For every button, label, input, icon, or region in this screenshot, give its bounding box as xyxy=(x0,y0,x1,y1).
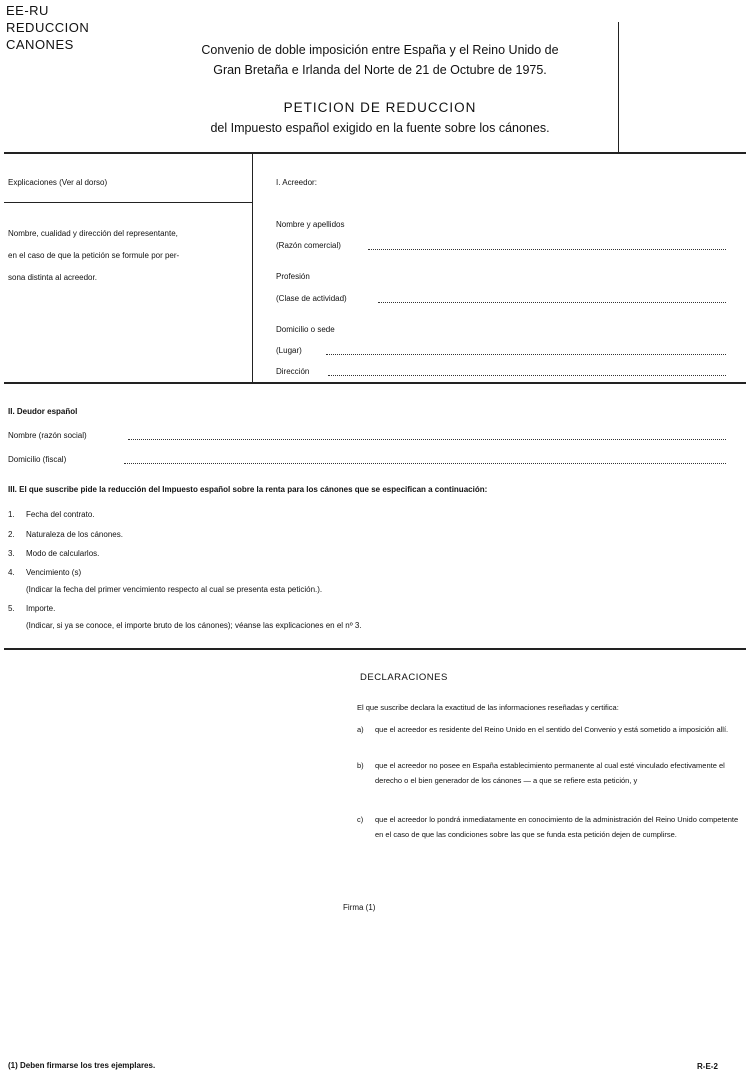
section3-item-5-note xyxy=(8,621,362,630)
debtor-name-field[interactable] xyxy=(128,429,726,440)
declarations-intro: El que suscribe declara la exactitud de las informaciones reseñadas y certifica: xyxy=(357,703,619,712)
section3-item-4 xyxy=(8,568,81,577)
code-line-1: EE-RU xyxy=(6,3,49,18)
debtor-name-label: Nombre (razón social) xyxy=(8,431,87,440)
declaration-mark: c) xyxy=(357,815,364,824)
petition-subtitle: del Impuesto español exigido en la fuente sobre los cánones. xyxy=(210,121,550,135)
declaration-text: que el acreedor es residente del Reino Unido en el sentido del Convenio y está sometido a imposición allí. xyxy=(375,725,729,734)
declaration-mark: b) xyxy=(357,761,364,770)
creditor-address-field[interactable] xyxy=(328,365,726,376)
declaration-a xyxy=(357,722,742,737)
declaration-b xyxy=(357,758,742,788)
top-rule xyxy=(4,152,746,154)
section3-item-2 xyxy=(8,530,123,539)
footer-form-code: R-E-2 xyxy=(697,1062,718,1071)
petition-title-block xyxy=(150,98,610,138)
item-text: (Indicar, si ya se conoce, el importe bruto de los cánones); véanse las explicaciones en el nº 3. xyxy=(26,621,362,630)
item-number: 1. xyxy=(8,510,15,519)
signature-label: Firma (1) xyxy=(343,903,376,912)
declarations-title: DECLARACIONES xyxy=(360,672,448,683)
debtor-heading: II. Deudor español xyxy=(8,407,78,416)
form-code-block xyxy=(6,2,89,53)
declaration-c xyxy=(357,812,742,842)
item-number: 2. xyxy=(8,530,15,539)
section3-item-3 xyxy=(8,549,99,558)
item-number: 4. xyxy=(8,568,15,577)
rep-note-line-1: Nombre, cualidad y dirección del representante, xyxy=(8,229,178,238)
rep-note-line-2: en el caso de que la petición se formule por per- xyxy=(8,251,180,260)
declaration-text: que el acreedor no posee en España establecimiento permanente al cual esté vinculado efectivamente el derecho o el bien generador de los cánones — a que se refiere esta petición, y xyxy=(375,761,725,785)
declaration-mark: a) xyxy=(357,725,364,734)
footer-note: (1) Deben firmarse los tres ejemplares. xyxy=(8,1061,156,1070)
convention-line-1: Convenio de doble imposición entre España y el Reino Unido de xyxy=(201,43,559,57)
section3-item-5 xyxy=(8,604,55,613)
creditor-place-field[interactable] xyxy=(326,344,726,355)
section3-bottom-rule xyxy=(4,648,746,650)
creditor-profession-label: Profesión xyxy=(276,272,310,281)
item-text: Importe. xyxy=(26,604,56,613)
convention-line-2: Gran Bretaña e Irlanda del Norte de 21 de Octubre de 1975. xyxy=(213,63,547,77)
item-number: 5. xyxy=(8,604,15,613)
creditor-activity-label: (Clase de actividad) xyxy=(276,294,347,303)
header-bracket-line xyxy=(618,22,619,152)
representative-note xyxy=(8,223,248,289)
explanations-label: Explicaciones (Ver al dorso) xyxy=(8,178,108,187)
signature-area[interactable] xyxy=(400,900,600,950)
creditor-place-label: (Lugar) xyxy=(276,346,302,355)
rep-note-line-3: sona distinta al acreedor. xyxy=(8,273,97,282)
creditor-domicile-label: Domicilio o sede xyxy=(276,325,335,334)
creditor-profession-field[interactable] xyxy=(378,292,726,303)
item-text: Modo de calcularlos. xyxy=(26,549,100,558)
section3-item-4-note xyxy=(8,585,322,594)
item-text: Naturaleza de los cánones. xyxy=(26,530,123,539)
column-divider xyxy=(252,152,253,382)
creditor-business-label: (Razón comercial) xyxy=(276,241,341,250)
convention-title xyxy=(150,40,610,80)
creditor-name-field[interactable] xyxy=(368,239,726,250)
debtor-domicile-label: Domicilio (fiscal) xyxy=(8,455,67,464)
left-panel-rule xyxy=(4,202,252,203)
code-line-3: CANONES xyxy=(6,37,74,52)
creditor-address-label: Dirección xyxy=(276,367,310,376)
section3-item-1 xyxy=(8,510,94,519)
petition-title: PETICION DE REDUCCION xyxy=(283,100,477,115)
declaration-text: que el acreedor lo pondrá inmediatamente en conocimiento de la administración del Reino Unido competente en el caso de que las condiciones sobre las que se funda esta petición dejen de cumplirse. xyxy=(375,815,739,839)
debtor-domicile-field[interactable] xyxy=(124,453,726,464)
item-text: (Indicar la fecha del primer vencimiento respecto al cual se presenta esta petición.). xyxy=(26,585,323,594)
creditor-heading: I. Acreedor: xyxy=(276,178,317,187)
item-text: Vencimiento (s) xyxy=(26,568,82,577)
code-line-2: REDUCCION xyxy=(6,20,90,35)
creditor-name-label: Nombre y apellidos xyxy=(276,220,345,229)
item-number: 3. xyxy=(8,549,15,558)
section3-heading: III. El que suscribe pide la reducción del Impuesto español sobre la renta para los cánones que se especifican a continuación: xyxy=(8,485,488,494)
item-text: Fecha del contrato. xyxy=(26,510,95,519)
creditor-bottom-rule xyxy=(4,382,746,384)
